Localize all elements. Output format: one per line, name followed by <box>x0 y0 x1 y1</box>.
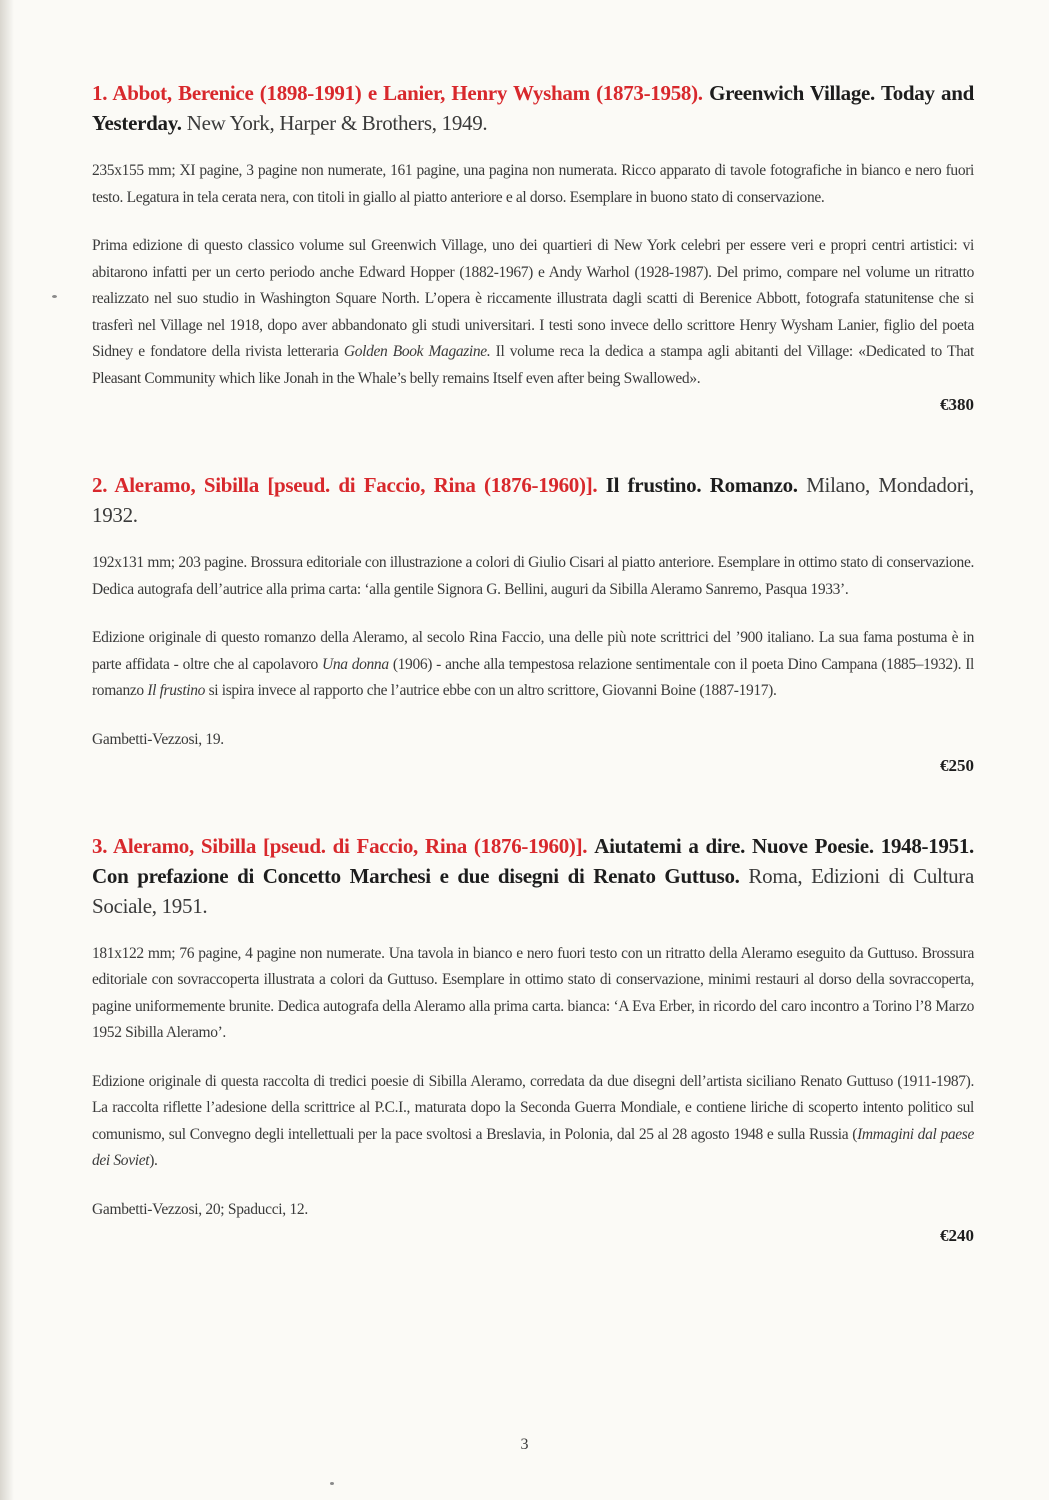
entry-description: 235x155 mm; XI pagine, 3 pagine non numerate, 161 pagine, una pagina non numerata. Ricco apparato di tavole fotografiche in bianco e nero fuori testo. Legatura in tela cerata nera, con titoli in giallo al piatto anteriore e al dorso. Esemplare in buono stato di conservazione. <box>92 162 974 206</box>
book-spine-shadow <box>0 0 14 1500</box>
catalogue-page <box>92 78 974 1249</box>
page-number: 3 <box>520 1436 529 1453</box>
entry-title: Aiutatemi a dire. Nuove Poesie. 1948-1951. Con prefazione di Concetto Marchesi e due disegni di Renato Guttuso. <box>92 833 974 888</box>
entry-title: Greenwich Village. Today and Yesterday. <box>92 81 974 135</box>
entry-author: 2. Aleramo, Sibilla [pseud. di Faccio, Rina (1876-1960)]. <box>92 473 598 497</box>
catalogue-entry-2 <box>92 470 974 779</box>
entry-notes: Edizione originale di questa raccolta di tredici poesie di Sibilla Aleramo, corredata da due disegni dell’artista siciliano Renato Guttuso (1911-1987). La raccolta riflette l’adesione della scrittrice al P.C.I., maturata dopo la Seconda Guerra Mondiale, e contiene liriche di scoperto intento politico sul comunismo, sul Convegno degli intellettuali per la pace svoltosi a Breslavia, in Polonia, dal 25 al 28 agosto 1948 e sulla Russia (Immagini dal paese dei Soviet). <box>92 1072 974 1169</box>
entry-description: 181x122 mm; 76 pagine, 4 pagine non numerate. Una tavola in bianco e nero fuori testo con un ritratto della Aleramo eseguito da Guttuso. Brossura editoriale con sovraccoperta illustrata a colori da Guttuso. Esemplare in ottimo stato di conservazione, minimi restauri al dorso della sovraccoperta, pagine uniformemente brunite. Dedica autografa della Aleramo alla prima carta. bianca: ‘A Eva Erber, in ricordo del caro incontro a Torino l’8 Marzo 1952 Sibilla Aleramo’. <box>92 944 974 1041</box>
entry-bibliography: Gambetti-Vezzosi, 20; Spaducci, 12. <box>92 1200 308 1218</box>
entry-heading <box>92 831 974 921</box>
entry-notes: Edizione originale di questo romanzo della Aleramo, al secolo Rina Faccio, una delle più note scrittrici del ’900 italiano. La sua fama postuma è in parte affidata - oltre che al capolavoro Una donna (1906) - anche alla tempestosa relazione sentimentale con il poeta Dino Campana (1885–1932). Il romanzo Il frustino si ispira invece al rapporto che l’autrice ebbe con un altro scrittore, Giovanni Boine (1887-1917). <box>92 629 974 699</box>
entry-price: €250 <box>940 755 974 775</box>
entry-title: Il frustino. Romanzo. <box>605 473 798 497</box>
entry-heading <box>92 470 974 530</box>
entry-price: €380 <box>940 395 974 414</box>
entry-description: 192x131 mm; 203 pagine. Brossura editoriale con illustrazione a colori di Giulio Cisari al piatto anteriore. Esemplare in ottimo stato di conservazione. Dedica autografa dell’autrice alla prima carta: ‘alla gentile Signora G. Bellini, auguri da Sibilla Aleramo Sanremo, Pasqua 1933’. <box>92 554 974 598</box>
entry-author: 1. Abbot, Berenice (1898-1991) e Lanier, Henry Wysham (1873-1958). <box>92 81 703 105</box>
catalogue-entry-1 <box>92 78 974 418</box>
entry-publisher: Roma, Edizioni di Cultura Sociale, 1951. <box>92 863 975 918</box>
print-speck <box>52 295 57 298</box>
entry-notes: Prima edizione di questo classico volume sul Greenwich Village, uno dei quartieri di New York celebri per essere veri e propri centri artistici: vi abitarono infatti per un certo periodo anche Edward Hopper (1882-1967) e Andy Warhol (1928-1987). Del primo, compare nel volume un ritratto realizzato nel suo studio in Washington Square North. L’opera è riccamente illustrata dagli scatti di Berenice Abbott, fotografa statunitense che si trasferì nel Village nel 1918, dopo aver abbandonato gli studi universitari. I testi sono invece dello scrittore Henry Wysham Lanier, figlio del poeta Sidney e fondatore della rivista letteraria Golden Book Magazine. Il volume reca la dedica a stampa agli abitanti del Village: «Dedicated to That Pleasant Community which like Jonah in the Whale’s belly remains Itself even after being Swallowed». <box>92 237 974 387</box>
entry-author: 3. Aleramo, Sibilla [pseud. di Faccio, Rina (1876-1960)]. <box>92 833 588 858</box>
entry-price: €240 <box>940 1225 974 1245</box>
entry-publisher: Milano, Mondadori, 1932. <box>92 473 974 527</box>
entry-publisher: New York, Harper & Brothers, 1949. <box>186 111 488 135</box>
print-speck <box>330 1482 334 1485</box>
entry-heading <box>92 78 974 138</box>
entry-bibliography: Gambetti-Vezzosi, 19. <box>92 730 224 748</box>
catalogue-entry-3 <box>92 831 974 1249</box>
